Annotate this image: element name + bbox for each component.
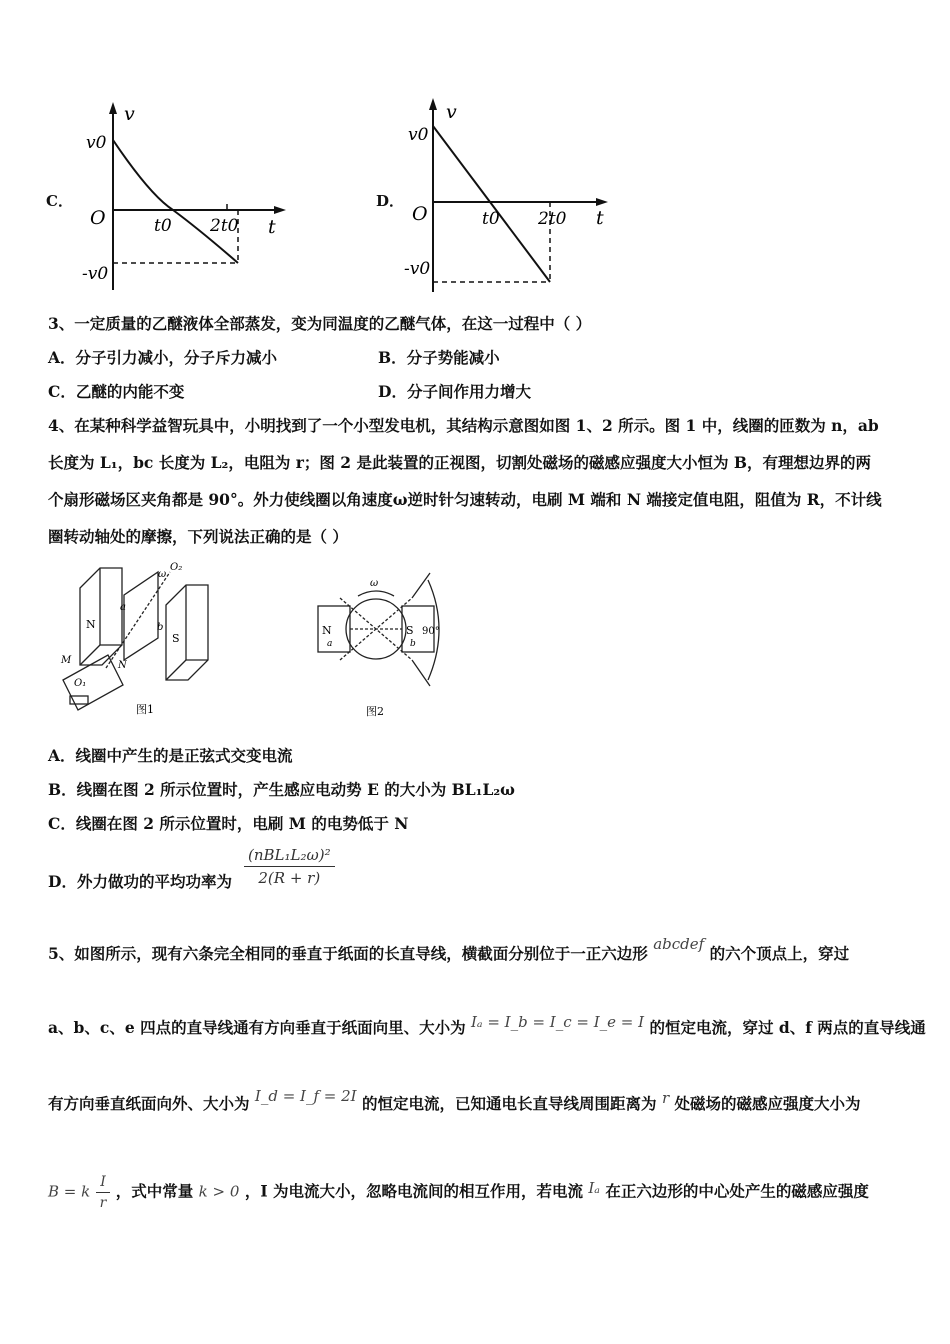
q4-figure-2	[310, 568, 460, 723]
graph-d-v: v	[446, 101, 457, 123]
q5-line-3-mid: 的恒定电流，已知通电长直导线周围距离为	[362, 1094, 657, 1113]
q4-stem-line-4: 圈转动轴处的摩擦，下列说法正确的是（ ）	[48, 527, 348, 546]
q4-stem-line-1: 4、在某种科学益智玩具中，小明找到了一个小型发电机，其结构示意图如图 1、2 所示。图 1 中，线圈的匝数为 n，ab	[48, 416, 879, 435]
graph-d-t-arrow	[596, 198, 608, 206]
graph-c-curve	[113, 140, 238, 263]
graph-d	[400, 96, 615, 296]
graph-c-v: v	[124, 103, 135, 125]
q3-option-d: D．分子间作用力增大	[378, 382, 531, 401]
fig1-S: S	[172, 632, 180, 645]
fig1-M: M	[61, 655, 72, 666]
q5-B-frac	[96, 1174, 111, 1211]
graph-c-v0: v0	[86, 133, 107, 153]
fig2-omega-arc	[358, 591, 394, 596]
q5-line-4-mid2: ，I 为电流大小，忽略电流间的相互作用，若电流	[244, 1181, 583, 1201]
fig1-caption: 图1	[136, 703, 154, 716]
fig1-O2: O₂	[170, 562, 183, 573]
q5-B-num: I	[96, 1174, 111, 1193]
fig2-N: N	[322, 624, 332, 637]
q4-figure-1	[58, 560, 228, 720]
fig1-omega: ω	[158, 569, 167, 580]
graph-d-line	[433, 126, 550, 282]
q5-line-4-mid1: ，式中常量	[115, 1181, 194, 1201]
graph-c-v-arrow	[109, 102, 117, 114]
q3-option-b: B．分子势能减小	[378, 348, 500, 367]
q5-line-1-pre: 5、如图所示，现有六条完全相同的垂直于纸面的长直导线，横截面分别位于一正六边形	[48, 944, 648, 963]
option-d-label: D．	[376, 192, 405, 210]
graph-c-origin: O	[90, 207, 106, 229]
q5-line-4	[48, 1174, 869, 1211]
option-c-label: C．	[46, 192, 73, 210]
q5-line-1-post: 的六个顶点上，穿过	[709, 944, 850, 963]
graph-d-t0: t0	[482, 209, 500, 229]
q3-stem: 3、一定质量的乙醚液体全部蒸发，变为同温度的乙醚气体，在这一过程中（ ）	[48, 314, 592, 333]
q4-stem-line-3: 个扇形磁场区夹角都是 90°。外力使线圈以角速度ω逆时针匀速转动，电刷 M 端和 N 端接定值电阻，阻值为 R，不计线	[48, 490, 882, 509]
fig2-omega: ω	[370, 578, 379, 589]
graph-d-t: t	[596, 207, 604, 229]
fig2-a: a	[327, 639, 333, 649]
q4-d-formula-den: 2(R + r)	[258, 869, 321, 887]
graph-d-origin: O	[412, 203, 428, 225]
fig2-angle: 90°	[422, 626, 440, 637]
graph-c-t: t	[268, 216, 276, 238]
q5-line-2	[48, 1013, 926, 1038]
graph-c-t0: t0	[154, 216, 172, 236]
q5-k-cond: k > 0	[198, 1182, 240, 1201]
q5-line-1	[48, 935, 850, 964]
q3-option-a: A．分子引力减小，分子斥力减小	[48, 348, 278, 367]
q5-line-2-pre: a、b、c、e 四点的直导线通有方向垂直于纸面向里、大小为	[48, 1018, 466, 1037]
q4-d-formula-num: (nBL₁L₂ω)²	[244, 846, 335, 867]
q5-B-eq: B = k	[48, 1182, 91, 1201]
q5-B-den: r	[99, 1195, 107, 1211]
q5-Ia: Iₐ	[588, 1178, 600, 1197]
graph-d-2t0: 2t0	[538, 209, 567, 229]
q5-line-4-post: 在正六边形的中心处产生的磁感应强度	[605, 1181, 869, 1201]
q5-hexagon-label: abcdef	[653, 935, 705, 953]
fig1-n-magnet	[80, 568, 122, 665]
q5-line-3	[48, 1087, 861, 1114]
q5-current-eq-1: Iₐ = I_b = I_c = I_e = I	[471, 1013, 645, 1031]
graph-d-neg-v0: -v0	[404, 259, 431, 279]
q5-r-symbol: r	[661, 1089, 670, 1107]
q5-current-eq-2: I_d = I_f = 2I	[254, 1087, 357, 1105]
fig1-a: a	[120, 602, 126, 613]
fig1-base	[63, 655, 123, 710]
q4-option-d-formula	[244, 846, 335, 887]
fig2-caption: 图2	[366, 705, 384, 718]
graph-c-2t0: 2t0	[210, 216, 239, 236]
fig2-S: S	[406, 624, 414, 637]
graph-c-t-arrow	[274, 206, 286, 214]
q5-line-3-pre: 有方向垂直纸面向外、大小为	[48, 1094, 250, 1113]
fig1-O1: O₁	[74, 678, 87, 689]
graph-c-neg-v0: -v0	[82, 264, 109, 284]
q5-line-2-post: 的恒定电流，穿过 d、f 两点的直导线通	[649, 1018, 926, 1037]
fig1-Nb: N	[118, 660, 127, 671]
q5-line-3-post: 处磁场的磁感应强度大小为	[674, 1094, 861, 1113]
graph-c	[80, 100, 290, 295]
fig1-b: b	[157, 622, 164, 633]
q4-option-d: D．外力做功的平均功率为	[48, 872, 232, 891]
graph-d-v-arrow	[429, 98, 437, 110]
fig2-b: b	[410, 639, 416, 649]
fig1-N: N	[86, 618, 96, 631]
q3-option-c: C．乙醚的内能不变	[48, 382, 185, 401]
q4-option-a: A．线圈中产生的是正弦式交变电流	[48, 746, 293, 765]
q4-stem-line-2: 长度为 L₁，bc 长度为 L₂，电阻为 r；图 2 是此装置的正视图，切割处磁场的磁感应强度大小恒为 B，有理想边界的两	[48, 453, 871, 472]
graph-d-v0: v0	[408, 125, 429, 145]
q4-option-c: C．线圈在图 2 所示位置时，电刷 M 的电势低于 N	[48, 814, 409, 833]
q4-option-b: B．线圈在图 2 所示位置时，产生感应电动势 E 的大小为 BL₁L₂ω	[48, 780, 515, 799]
